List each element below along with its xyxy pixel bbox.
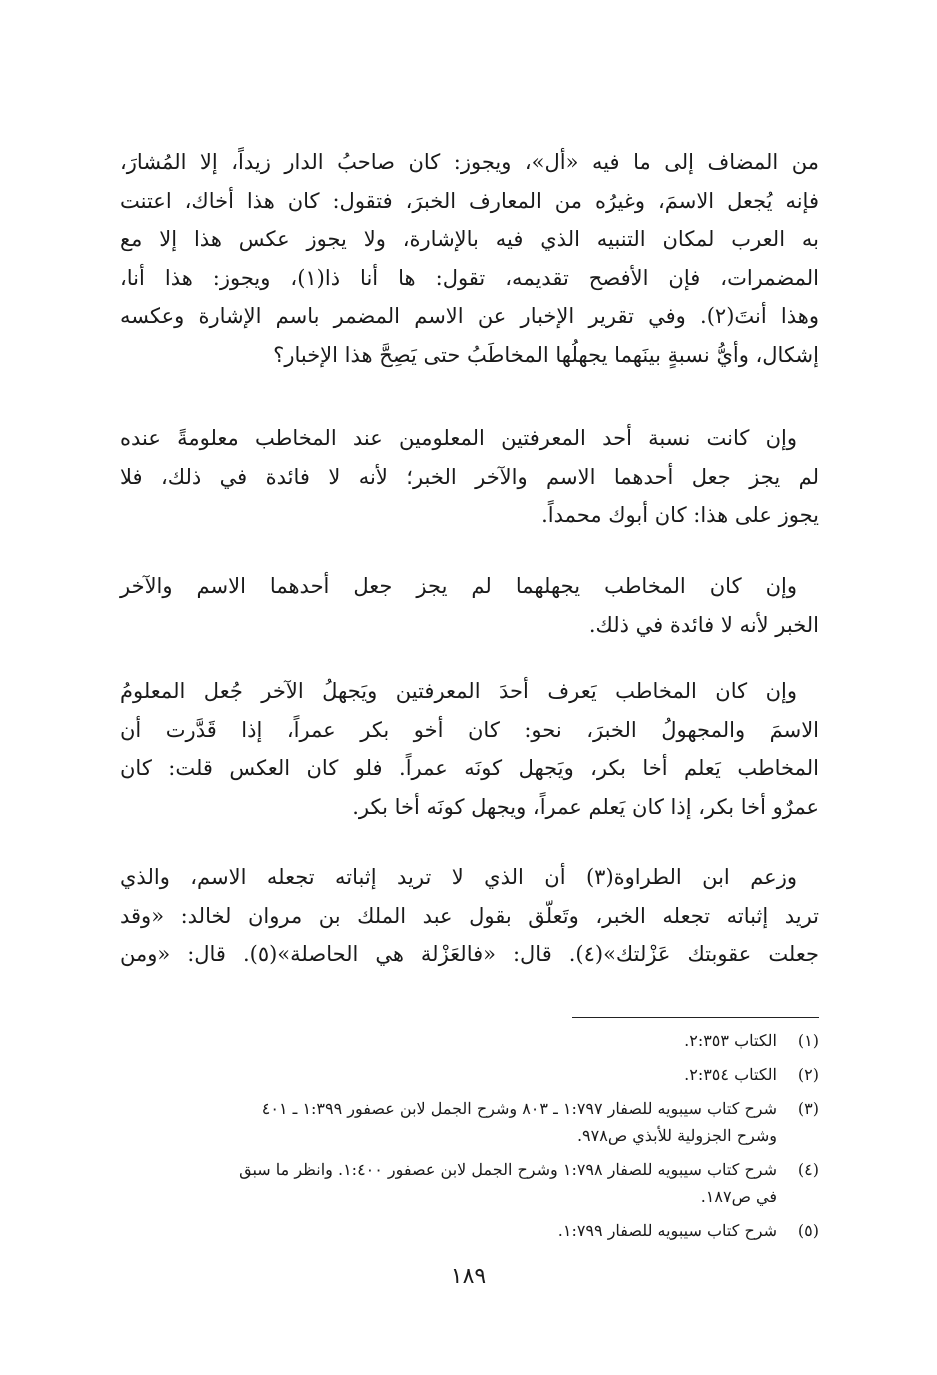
text-line: وإن كان المخاطب يجهلهما لم يجز جعل أحدهما الاسم والآخر (120, 574, 797, 598)
text-line: وزعم ابن الطراوة(٣) أن الذي لا تريد إثباته تجعله الاسم، والذي (120, 865, 797, 889)
footnote-separator (572, 1017, 819, 1018)
footnote-number: (٤) (797, 1160, 819, 1179)
paragraph-1 (120, 143, 819, 374)
text-line: من المضاف إلى ما فيه «أل»، ويجوز: كان صاحبُ الدار زيداً، إلا المُشارَ، (120, 150, 819, 174)
footnote (122, 1095, 819, 1149)
footnote-text: شرح كتاب سيبويه للصفار ١:٧٩٧ ـ ٨٠٣ وشرح الجمل لابن عصفور ١:٣٩٩ ـ ٤٠١ (261, 1099, 777, 1118)
text-line: إشكال، وأيُّ نسبةٍ بينَهما يجهلُها المخاطَبُ حتى يَصِحَّ هذا الإخبار؟ (273, 342, 819, 367)
text-line: المضمرات، فإن الأفصح تقديمه، تقول: ها أنا ذا(١)، ويجوز: هذا أنا، (120, 265, 819, 290)
footnote-number: (١) (797, 1031, 819, 1050)
footnote-number: (٣) (797, 1099, 819, 1118)
footnote (122, 1217, 819, 1244)
footnote (122, 1027, 819, 1054)
paragraph-5 (120, 858, 819, 974)
text-line: وإن كانت نسبة أحد المعرفتين المعلومين عند المخاطب معلومةً عنده (120, 426, 797, 450)
footnote (122, 1156, 819, 1210)
text-line: فإنه يُجعل الاسمَ، وغيرُه من المعارف الخبرَ، فتقول: كان هذا أخاك، اعتنت (120, 188, 819, 213)
paragraph-4 (120, 672, 819, 826)
text-line: به العرب لمكان التنبيه الذي فيه بالإشارة، ولا يجوز عكس هذا إلا مع (120, 227, 819, 251)
paragraph-2 (120, 419, 819, 535)
footnote-text: شرح كتاب سيبويه للصفار ١:٧٩٩. (557, 1221, 777, 1240)
text-line: وإن كان المخاطب يَعرف أحدَ المعرفتين ويَجهلُ الآخر جُعل المعلومُ (120, 679, 797, 703)
footnote-number: (٢) (797, 1065, 819, 1084)
text-line: عمرٌو أخا بكر، إذا كان يَعلم عمراً، ويجهل كونَه أخا بكر. (352, 794, 819, 819)
footnote-text: الكتاب ٢:٣٥٤. (684, 1065, 777, 1084)
footnote-text: شرح كتاب سيبويه للصفار ١:٧٩٨ وشرح الجمل لابن عصفور ١:٤٠٠. وانظر ما سبق (239, 1160, 777, 1179)
footnote-text: الكتاب ٢:٣٥٣. (684, 1031, 777, 1050)
footnote-text: في ص١٨٧. (700, 1187, 777, 1206)
paragraph-3 (120, 567, 819, 644)
page-number: ١٨٩ (450, 1264, 487, 1289)
text-line: المخاطب يَعلم أخا بكر، ويَجهل كونَه عمراً. فلو كان العكس قلت: كان (120, 756, 819, 780)
text-line: جعلت عقوبتك عَزْلتك»(٤). قال: «فالعَزْلة هي الحاصلة»(٥). قال: «ومن (120, 942, 819, 966)
footnote-text: وشرح الجزولية للأبذي ص٩٧٨. (576, 1126, 777, 1145)
text-line: الاسمَ والمجهولُ الخبرَ، نحو: كان أخو بكر عمراً، إذا قَدَّرت أن (120, 717, 819, 742)
text-line: تريد إثباته تجعله الخبر، وتَعلّق بقول عبد الملك بن مروان لخالد: «وقد (120, 903, 819, 928)
text-line: وهذا أنتَ(٢). وفي تقرير الإخبار عن الاسم المضمر باسم الإشارة وعكسه (120, 304, 819, 328)
footnotes (122, 1027, 819, 1251)
text-line: الخبر لأنه لا فائدة في ذلك. (588, 612, 819, 637)
footnote (122, 1061, 819, 1088)
footnote-number: (٥) (797, 1221, 819, 1240)
text-line: يجوز على هذا: كان أبوك محمداً. (541, 503, 819, 527)
text-line: لم يجز جعل أحدهما الاسم والآخر الخبر؛ لأنه لا فائدة في ذلك، فلا (120, 464, 819, 489)
